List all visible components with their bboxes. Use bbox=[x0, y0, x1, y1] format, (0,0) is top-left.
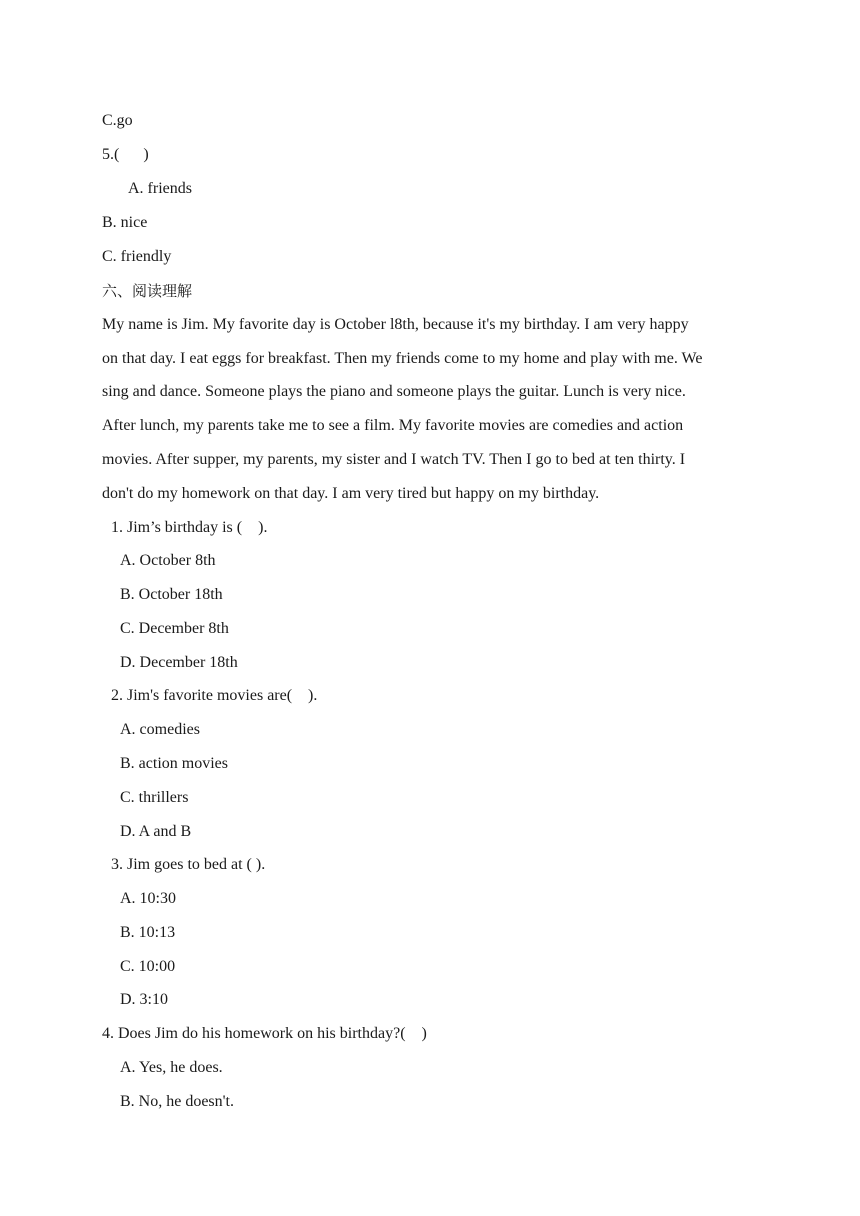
answer-option: C. thrillers bbox=[120, 789, 189, 806]
question-5-option-c: C. friendly bbox=[102, 248, 172, 265]
question-5-option-a: A. friends bbox=[128, 180, 192, 197]
answer-option: A. October 8th bbox=[120, 552, 216, 569]
answer-option: D. A and B bbox=[120, 823, 192, 840]
passage-line: don't do my homework on that day. I am very tired but happy on my birthday. bbox=[102, 485, 600, 502]
question-5-number: 5.( ) bbox=[102, 146, 149, 163]
answer-option: D. 3:10 bbox=[120, 991, 168, 1008]
section-heading: 六、阅读理解 bbox=[102, 282, 193, 300]
answer-option: B. No, he doesn't. bbox=[120, 1093, 234, 1110]
answer-option: C. December 8th bbox=[120, 620, 229, 637]
passage-line: sing and dance. Someone plays the piano and someone plays the guitar. Lunch is very nice. bbox=[102, 383, 686, 400]
passage-line: My name is Jim. My favorite day is October l8th, because it's my birthday. I am very happy bbox=[102, 316, 689, 333]
question-stem: 4. Does Jim do his homework on his birthday?( ) bbox=[102, 1025, 427, 1042]
answer-option: B. October 18th bbox=[120, 586, 223, 603]
answer-option: C. 10:00 bbox=[120, 958, 176, 975]
question-stem: 1. Jim’s birthday is ( ). bbox=[111, 519, 268, 536]
prev-question-option-c: C.go bbox=[102, 112, 133, 129]
answer-option: B. action movies bbox=[120, 755, 228, 772]
answer-option: A. comedies bbox=[120, 721, 200, 738]
question-stem: 2. Jim's favorite movies are( ). bbox=[111, 687, 318, 704]
answer-option: D. December 18th bbox=[120, 654, 238, 671]
passage-line: on that day. I eat eggs for breakfast. Then my friends come to my home and play with me. We bbox=[102, 350, 703, 367]
passage-line: movies. After supper, my parents, my sister and I watch TV. Then I go to bed at ten thirty. I bbox=[102, 451, 686, 468]
question-stem: 3. Jim goes to bed at ( ). bbox=[111, 856, 266, 873]
answer-option: A. Yes, he does. bbox=[120, 1059, 223, 1076]
passage-line: After lunch, my parents take me to see a film. My favorite movies are comedies and action bbox=[102, 417, 684, 434]
answer-option: A. 10:30 bbox=[120, 890, 176, 907]
answer-option: B. 10:13 bbox=[120, 924, 176, 941]
question-5-option-b: B. nice bbox=[102, 214, 148, 231]
